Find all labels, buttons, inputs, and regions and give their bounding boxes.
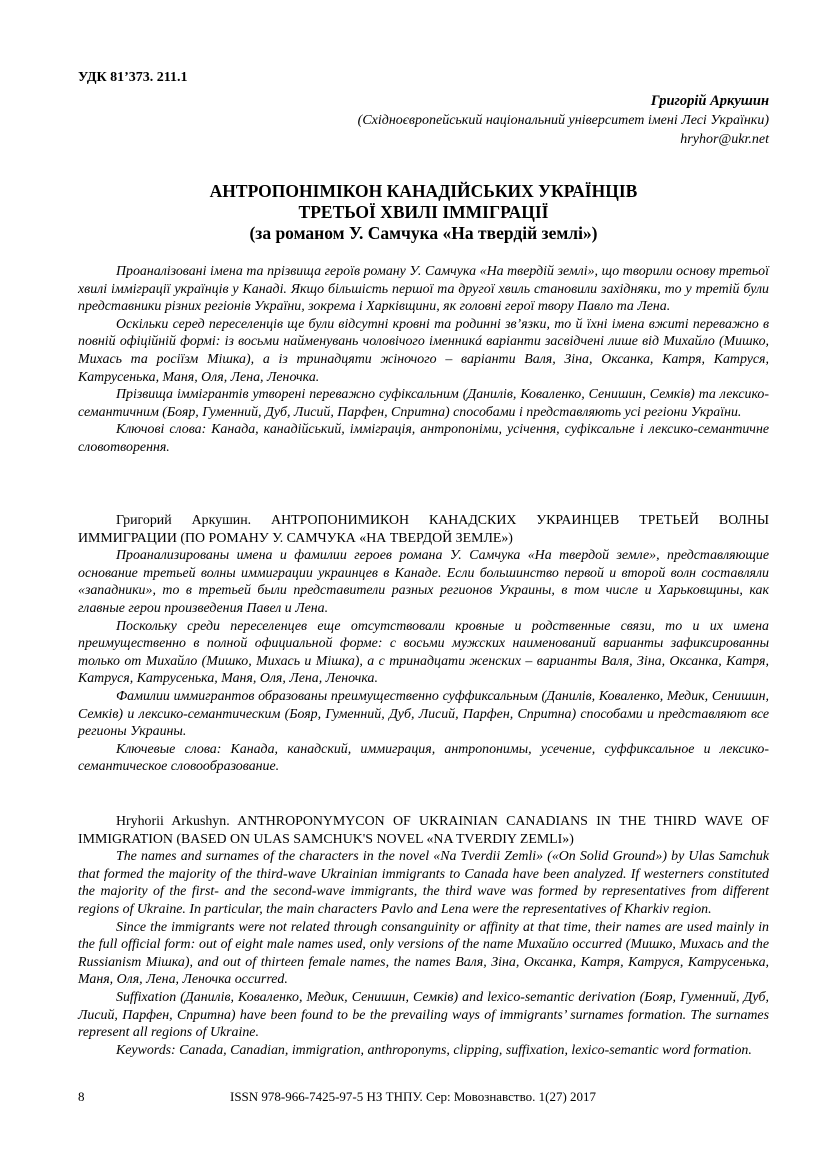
article-title — [78, 181, 769, 244]
english-abstract-p3: Suffixation (Данилів, Коваленко, Медик, Сенишин, Семків) and lexico-semantic derivation (Бояр, Гуменний, Дуб, Лисий, Парфен, Спритна) have been found to be the prevailing ways of immigrants’ surnames formation. The surnames represent all regions of Ukraine. — [78, 989, 769, 1041]
english-abstract-p1: The names and surnames of the characters in the novel «Na Tverdii Zemli» («On Solid Ground») by Ulas Samchuk that formed the majority of the third-wave Ukrainian immigrants to Canada have been analyzed. If westerners constituted the majority of the first- and the second-wave immigrants, the third wave was formed by representatives from different regions of Ukraine. In particular, the main characters Pavlo and Lena were the representatives of Kharkiv region. — [78, 849, 769, 917]
abstract-russian — [78, 512, 769, 776]
english-abstract-p2: Since the immigrants were not related through consanguinity or affinity at that time, their names are used mainly in the full official form: out of eight male names used, only versions of the name Михайло occurred (Мишко, Михась and the Russianism Мішка), and out of thirteen female names, the names Валя, Зіна, Оксанка, Катря, Катруся, Катрусенька, Маня, Оля, Лена, Леночка occurred. — [78, 919, 769, 988]
ukrainian-abstract-p1: Проаналізовані імена та прізвища героїв роману У. Самчука «На твердій землі», що творили основу третьої хвилі імміграції українців у Канаді. Якщо більшість першої та другої хвиль становили західняки, то у третій були представники різних регіонів України, зокрема і Харківщини, як головні герої твору Павло та Лена. — [78, 264, 769, 315]
russian-abstract-p1: Проанализированы имена и фамилии героев романа У. Самчука «На твердой земле», представляющие основание третьей волны иммиграции украинцев в Канаде. Если большинство первой и второй волн составляли «западники», то в третьей были представители разных регионов Украины, в том числе и Харьковщины, как главные герои произведения Павел и Лена. — [78, 548, 769, 616]
russian-heading: Григорий Аркушин. АНТРОПОНИМИКОН КАНАДСКИХ УКРАИНЦЕВ ТРЕТЬЕЙ ВОЛНЫ ИММИГРАЦИИ (ПО РОМАНУ У. САМЧУКА «НА ТВЕРДОЙ ЗЕМЛЕ») — [78, 513, 769, 546]
author-block — [358, 92, 769, 149]
page-number: 8 — [78, 1089, 85, 1104]
journal-issn: ISSN 978-966-7425-97-5 НЗ ТНПУ. Сер: Мовознавство. 1(27) 2017 — [230, 1089, 597, 1104]
ukrainian-abstract-p3: Прізвища іммігрантів утворені переважно суфіксальним (Данилів, Коваленко, Сенишин, Семків) та лексико-семантичним (Бояр, Гуменний, Дуб, Лисий, Парфен, Спритна) способами і представляють усі регіони України. — [78, 387, 769, 420]
title-line-1: АНТРОПОНІМІКОН КАНАДІЙСЬКИХ УКРАЇНЦІВ — [209, 181, 638, 201]
abstract-english — [78, 813, 769, 1059]
russian-abstract-p3: Фамилии иммигрантов образованы преимущественно суффиксальным (Данилів, Коваленко, Медик, Сенишин, Семків) и лексико-семантическим (Бояр, Гуменний, Дуб, Лисий, Парфен, Спритна) способами и представляют все регионы Украины. — [78, 688, 769, 740]
russian-abstract-p2: Поскольку среди переселенцев еще отсутствовали кровные и родственные связи, то и их имена преимущественно в полной официальной форме: с восьми мужских наименований варианты зафиксированны только от Михайло (Мишко, Михась и Мішка), а с тринадцати женских – варианты Валя, Зіна, Оксанка, Катря, Катруся, Катрусенька, Маня, Оля, Лена, Леночка. — [78, 618, 769, 687]
english-heading: Hryhorii Arkushyn. ANTHROPONYMYCON OF UKRAINIAN CANADIANS IN THE THIRD WAVE OF IMMIGRATION (BASED ON ULAS SAMCHUK'S NOVEL «NA TVERDIY ZEMLI») — [78, 814, 769, 847]
udk-code: УДК 81’373. 211.1 — [78, 70, 188, 85]
english-keywords: Keywords: Canada, Canadian, immigration, anthroponyms, clipping, suffixation, lexico-semantic word formation. — [116, 1042, 752, 1058]
ukrainian-abstract-p2: Оскільки серед переселенців ще були відсутні кровні та родинні зв’язки, то й їхні імена вжиті переважно в повній офіційній формі: із восьми найменувань чоловічого іменникá варіанти засвідчені лише від Михайло (Мишко, Михась та росіїзм Мішка), а із тринадцяти жіночого – варіанти Валя, Зіна, Оксанка, Катря, Катруся, Катрусенька, Маня, Оля, Лена, Леночка. — [78, 316, 769, 385]
author-name: Григорій Аркушин — [650, 93, 769, 109]
ukrainian-keywords: Ключові слова: Канада, канадійський, імміграція, антропоніми, усічення, суфіксальне і лексико-семантичне словотворення. — [78, 422, 769, 455]
abstract-ukrainian — [78, 263, 769, 457]
russian-keywords: Ключевые слова: Канада, канадский, иммиграция, антропонимы, усечение, суффиксальное и лексико-семантическое словообразование. — [78, 741, 769, 775]
title-line-3: (за романом У. Самчука «На твердій землі») — [249, 223, 598, 243]
author-affiliation: (Східноєвропейський національний університет імені Лесі Українки) — [357, 113, 769, 128]
title-line-2: ТРЕТЬОЇ ХВИЛІ ІММІГРАЦІЇ — [298, 202, 549, 222]
author-email: hryhor@ukr.net — [680, 132, 769, 147]
